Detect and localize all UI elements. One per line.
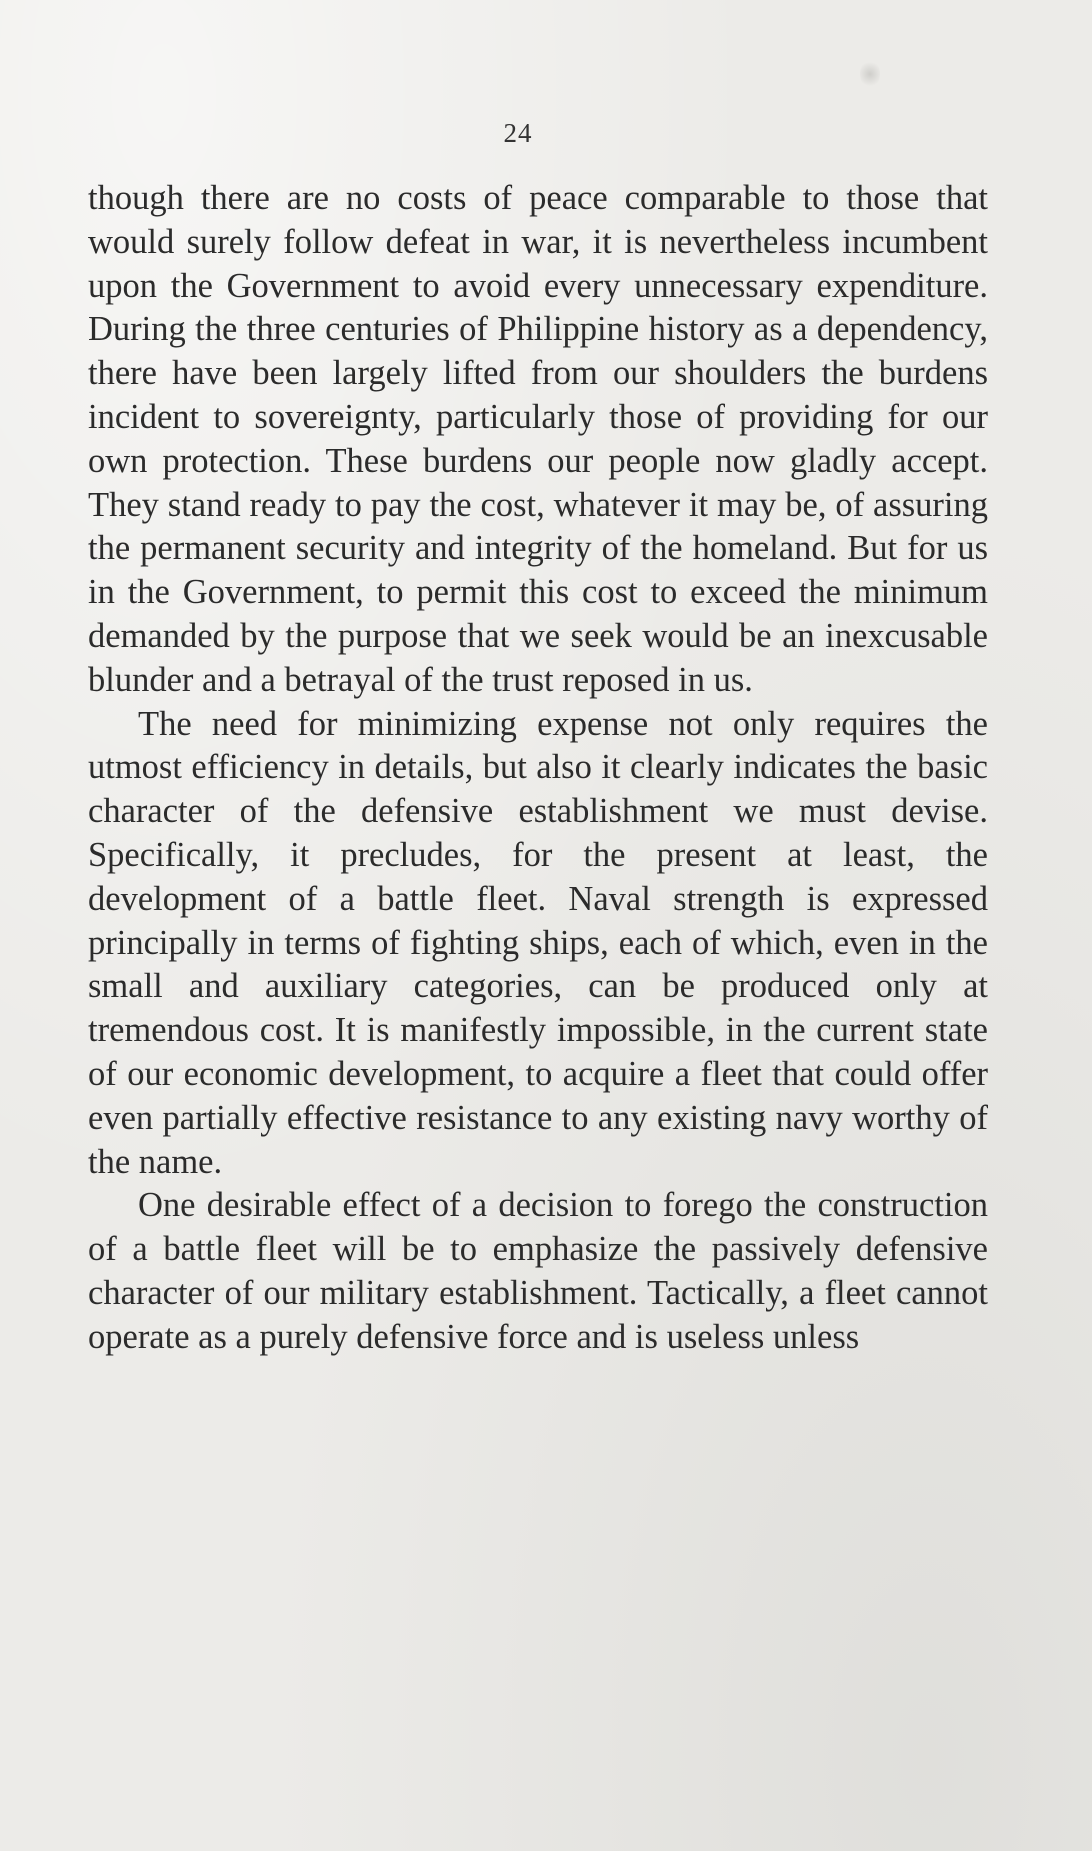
- paragraph-naval-expense: The need for minimizing expense not only requires the utmost efficiency in details, but also it clearly indicates the basic character of the defensive establishment we must devise. Specifically, it precludes, for the present at least, the development of a battle fleet. Naval strength is expressed principally in terms of fighting ships, each of which, even in the small and auxiliary categories, can be produced only at tremendous cost. It is manifestly impossible, in the current state of our economic development, to acquire a fleet that could offer even partially effective resistance to any existing navy worthy of the name.: [88, 704, 988, 1181]
- page-number: 24: [503, 118, 533, 148]
- body-text: [88, 177, 988, 1360]
- print-smudge: [860, 60, 880, 88]
- paragraph-continued: though there are no costs of peace comparable to those that would surely follow defeat in war, it is nevertheless incumbent upon the Government to avoid every unnecessary expenditure. During the three centuries of Philippine history as a dependency, there have been largely lifted from our shoulders the burdens incident to sovereignty, particularly those of providing for our own protection. These burdens our people now gladly accept. They stand ready to pay the cost, whatever it may be, of assuring the permanent security and integrity of the homeland. But for us in the Government, to permit this cost to exceed the minimum demanded by the purpose that we seek would be an inexcusable blunder and a betrayal of the trust reposed in us.: [88, 179, 988, 699]
- paragraph-battle-fleet: One desirable effect of a decision to forego the construction of a battle fleet will be to emphasize the passively defensive character of our military establishment. Tactically, a fleet cannot operate as a purely defensive force and is useless unless: [88, 1186, 988, 1356]
